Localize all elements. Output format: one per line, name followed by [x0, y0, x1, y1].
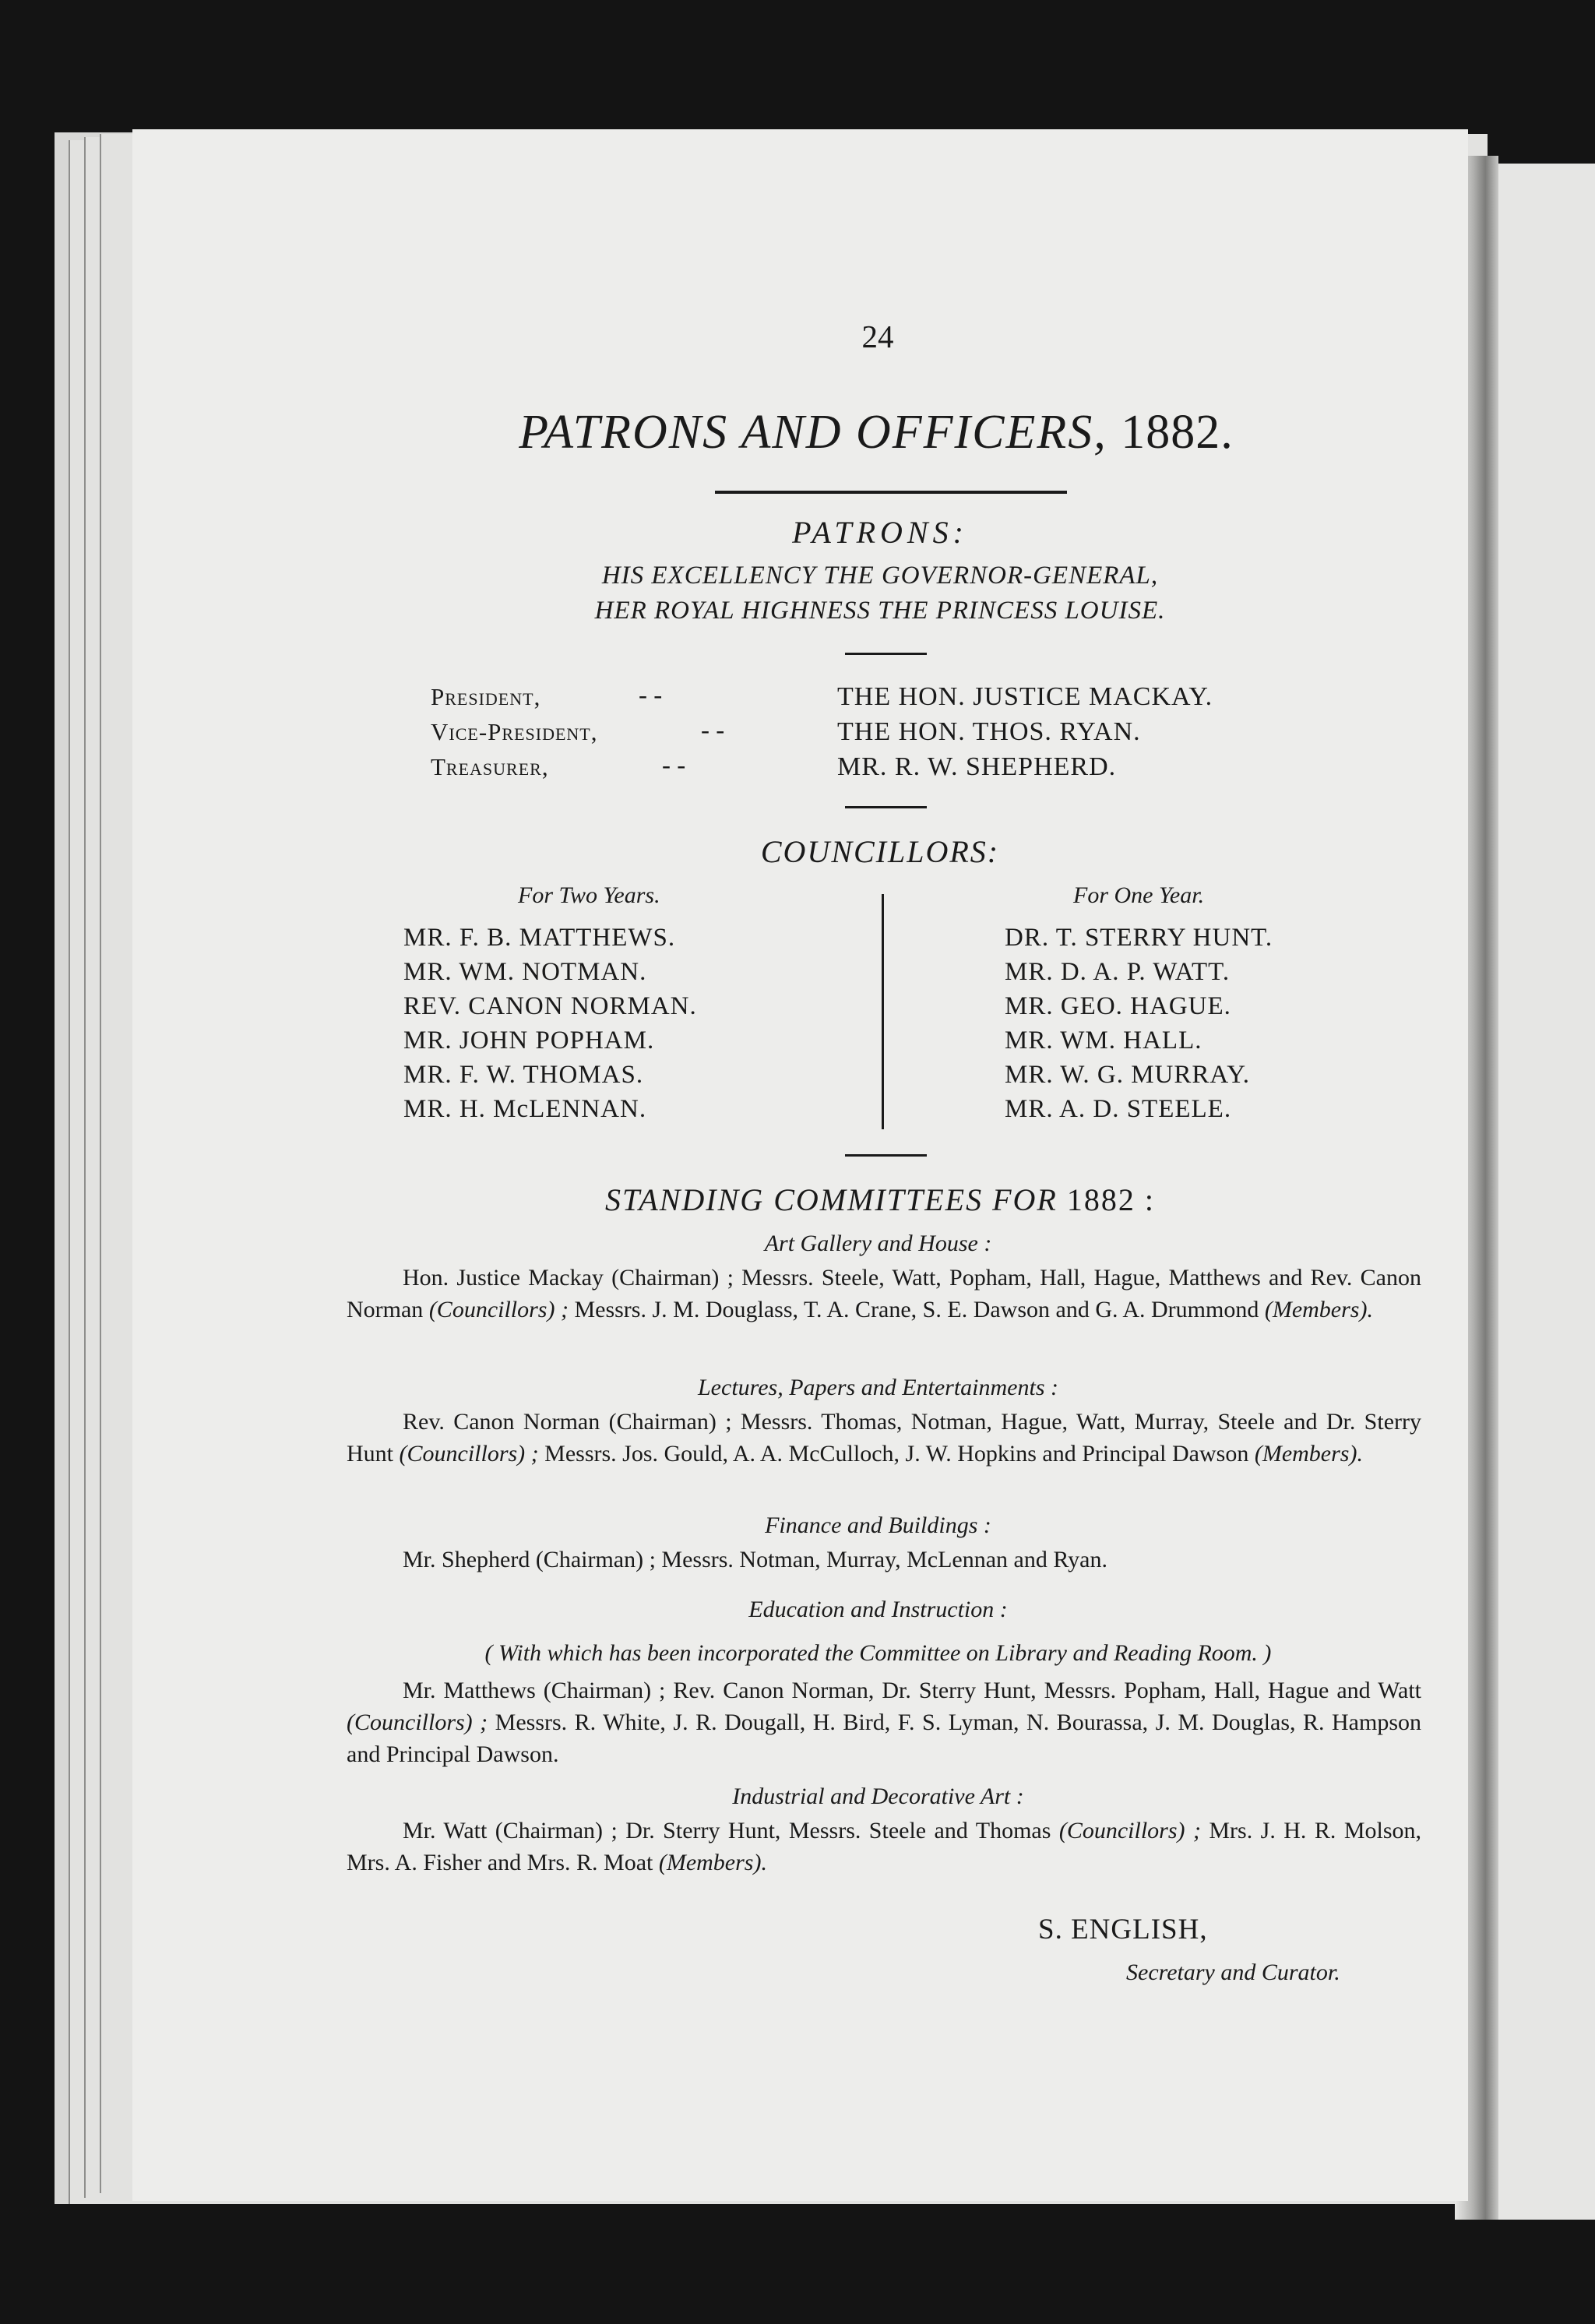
officer-label-treasurer: Treasurer, — [431, 753, 549, 780]
facing-page — [1484, 164, 1595, 2220]
divider-rule — [845, 806, 927, 808]
committees-heading-text: STANDING COMMITTEES FOR — [605, 1182, 1058, 1217]
committee-name: Education and Instruction : — [748, 1597, 1008, 1622]
councillor-two-year: MR. WM. NOTMAN. — [403, 958, 647, 986]
officer-label-vice-president: Vice-President, — [431, 718, 598, 745]
title-year: 1882. — [1121, 406, 1234, 459]
patron-item: HIS EXCELLENCY THE GOVERNOR-GENERAL, — [601, 562, 1159, 590]
committee-name: Art Gallery and House : — [764, 1231, 992, 1256]
divider-rule — [845, 1154, 927, 1157]
page-title — [350, 405, 1402, 460]
signatory-title: Secretary and Curator. — [1126, 1960, 1340, 1985]
councillor-two-year: MR. F. B. MATTHEWS. — [403, 924, 676, 952]
councillor-one-year: MR. WM. HALL. — [1005, 1026, 1202, 1055]
officer-label-president: President, — [431, 683, 541, 710]
title-rule — [715, 491, 1067, 494]
councillor-two-year: MR. H. McLENNAN. — [403, 1095, 647, 1123]
councillor-one-year: MR. D. A. P. WATT. — [1005, 958, 1231, 986]
councillor-two-year: MR. F. W. THOMAS. — [403, 1061, 644, 1089]
officer-name-treasurer: MR. R. W. SHEPHERD. — [837, 752, 1117, 781]
committee-members: Mr. Shepherd (Chairman) ; Messrs. Notman, Murray, McLennan and Ryan. — [403, 1547, 1107, 1572]
divider-rule — [845, 653, 927, 655]
patrons-heading: PATRONS: — [792, 515, 968, 550]
officer-leader-dots: - - — [662, 752, 686, 780]
two-years-heading: For Two Years. — [518, 882, 660, 908]
title-text: PATRONS AND OFFICERS, — [519, 406, 1107, 459]
signatory-name: S. ENGLISH, — [1038, 1914, 1208, 1945]
officer-name-president: THE HON. JUSTICE MACKAY. — [837, 682, 1213, 711]
councillor-one-year: MR. A. D. STEELE. — [1005, 1095, 1232, 1123]
councillor-two-year: MR. JOHN POPHAM. — [403, 1026, 655, 1055]
officer-leader-dots: - - — [639, 681, 663, 710]
committees-heading — [436, 1181, 1324, 1218]
committee-name: Lectures, Papers and Entertainments : — [698, 1375, 1058, 1400]
councillor-one-year: MR. GEO. HAGUE. — [1005, 992, 1231, 1020]
one-year-heading: For One Year. — [1073, 882, 1205, 908]
committees-heading-year: 1882 : — [1066, 1182, 1155, 1217]
committee-note: ( With which has been incorporated the Committee on Library and Reading Room. ) — [484, 1640, 1272, 1666]
committee-name: Finance and Buildings : — [765, 1512, 991, 1538]
officer-name-vice-president: THE HON. THOS. RYAN. — [837, 717, 1141, 746]
councillor-one-year: MR. W. G. MURRAY. — [1005, 1061, 1251, 1089]
page-number: 24 — [861, 319, 894, 354]
committee-members: Hon. Justice Mackay (Chairman) ; Messrs. Steele, Watt, Popham, Hall, Hague, Matthews and Rev. Canon Norman (Councillors) ; Messrs. J. M. Douglass, T. A. Crane, S. E. Dawson and G. A. Drummond (Members). — [347, 1265, 1421, 1322]
committee-members: Rev. Canon Norman (Chairman) ; Messrs. Thomas, Notman, Hague, Watt, Murray, Steele and Dr. Sterry Hunt (Councillors) ; Messrs. Jos. Gould, A. A. McCulloch, J. W. Hopkins and Principal Dawson (Members). — [347, 1409, 1421, 1467]
committee-name: Industrial and Decorative Art : — [732, 1783, 1024, 1809]
councillors-heading: COUNCILLORS: — [760, 834, 1000, 869]
councillor-one-year: DR. T. STERRY HUNT. — [1005, 924, 1273, 952]
officer-leader-dots: - - — [701, 717, 725, 745]
committee-members: Mr. Watt (Chairman) ; Dr. Sterry Hunt, Messrs. Steele and Thomas (Councillors) ; Mrs. J. H. R. Molson, Mrs. A. Fisher and Mrs. R. Moat (Members). — [347, 1818, 1421, 1875]
patron-item: HER ROYAL HIGHNESS THE PRINCESS LOUISE. — [594, 597, 1166, 625]
column-divider — [882, 894, 884, 1129]
committee-members: Mr. Matthews (Chairman) ; Rev. Canon Norman, Dr. Sterry Hunt, Messrs. Popham, Hall, Hague and Watt (Councillors) ; Messrs. R. White, J. R. Dougall, H. Bird, F. S. Lyman, N. Bourassa, J. M. Douglas, R. Hampson and Principal Dawson. — [347, 1678, 1421, 1767]
councillor-two-year: REV. CANON NORMAN. — [403, 992, 697, 1020]
